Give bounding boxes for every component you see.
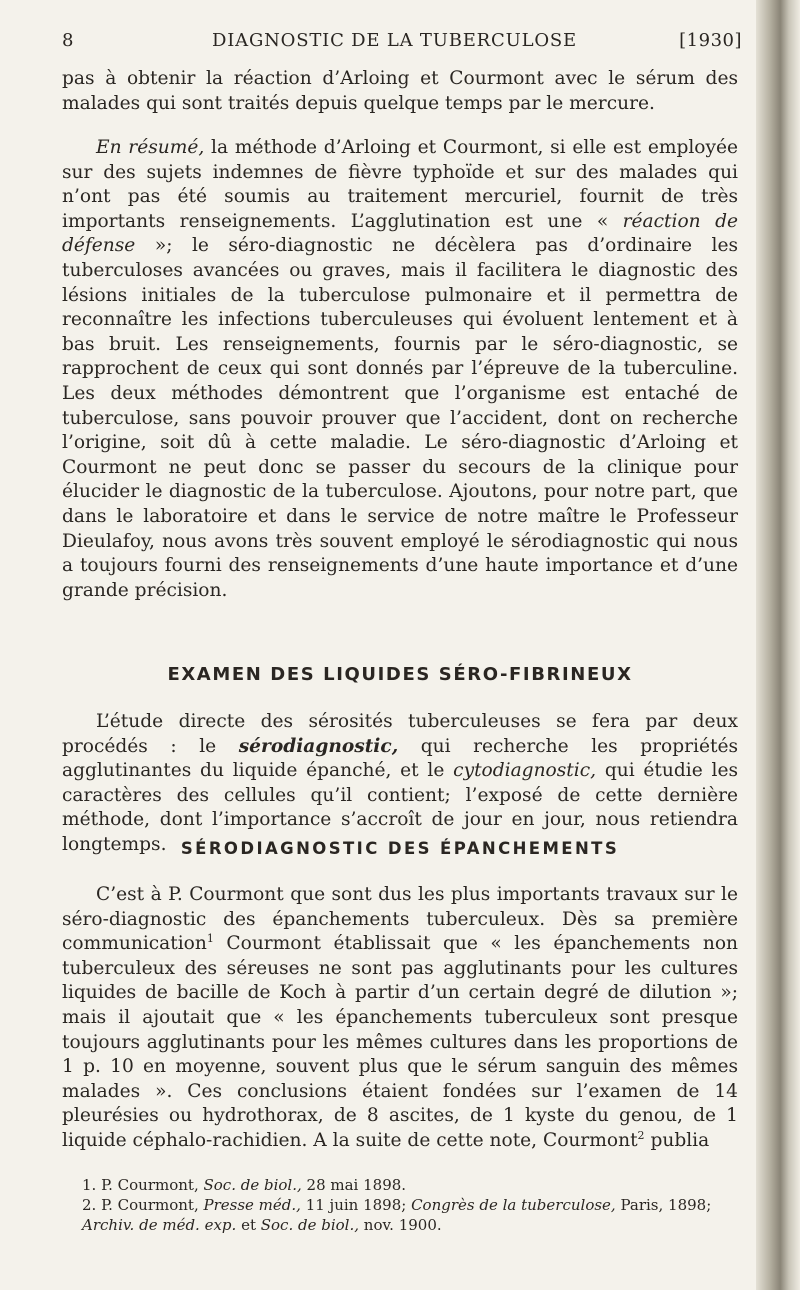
header-year: [1930] (679, 30, 742, 51)
fn2-journal-1: Presse méd., (203, 1196, 301, 1214)
fn2-text-b: 11 juin 1898; (300, 1196, 412, 1214)
examen-text-c: qui étudie les caractères des cellules qu’il contient; l’exposé de cette dernière méthode, dont l’importance s’accroît de jour en jour, nous retiendra longtemps. (62, 760, 738, 855)
fn1-text: 1. P. Courmont, (82, 1176, 204, 1194)
sero-text-a: C’est à P. Courmont que sont dus les plus importants travaux sur le séro-diagnostic des épanchements tuberculeux. Dès sa première communication (62, 884, 738, 955)
examen-text-a: L’étude directe des sérosités tuberculeuses se fera par deux procédés : le (62, 711, 738, 757)
summary-text-1: la méthode d’Arloing et Courmont, si elle est employée sur des sujets indemnes de fièvre typhoïde et sur des malades qui n’ont pas été soumis au traitement mercuriel, fournit de très importants renseignements. L’agglutination est une « (62, 137, 739, 232)
examen-text-b: qui recherche les propriétés agglutinantes du liquide épanché, et le (62, 735, 738, 782)
fn2-journal-2: Congrès de la tuberculose, (411, 1196, 616, 1214)
term-cytodiagnostic: cytodiagnostic, (453, 760, 597, 782)
fn2-text-d: et (236, 1215, 261, 1234)
fn2-journal-4: Soc. de biol., (260, 1215, 360, 1234)
section-heading-examen: EXAMEN DES LIQUIDES SÉRO-FIBRINEUX (167, 664, 633, 685)
book-binding-edge (756, 0, 800, 1290)
paragraph-continuation: pas à obtenir la réaction d’Arloing et Courmont avec le sérum des malades qui sont traités depuis quelque temps par le mercure. (62, 68, 738, 114)
sero-text-c: publia (644, 1129, 710, 1151)
footnote-ref-1[interactable]: 1 (206, 932, 214, 945)
page-number: 8 (62, 30, 74, 51)
fn1-date: 28 mai 1898. (301, 1176, 407, 1194)
fn1-journal: Soc. de biol., (203, 1176, 302, 1194)
sero-text-b: Courmont établissait que « les épanchements non tuberculeux des séreuses ne sont pas agglutinants pour les cultures liquides de bacille de Koch à partir d’un certain degré de dilution »; mais il ajoutait que « les épanchements tuberculeux sont presque toujours agglutinants pour les mêmes cultures dans les proportions de 1 p. 10 en moyenne, souvent plus que le sérum sanguin des mêmes malades ». Ces conclusions étaient fondées sur l’examen de 14 pleurésies ou hydrothorax, de 8 ascites, de 1 kyste du genou, de 1 liquide céphalo-rachidien. A la suite de cette note, Courmont (62, 933, 738, 1151)
fn2-text-c: Paris, 1898; (615, 1196, 712, 1214)
fn2-text-e: nov. 1900. (359, 1215, 442, 1234)
fn2-text: 2. P. Courmont, (82, 1196, 204, 1214)
footnote-1 (62, 1176, 738, 1196)
examen-paragraph (62, 710, 738, 858)
serodiagnostic-paragraph (62, 883, 738, 1154)
running-title: DIAGNOSTIC DE LA TUBERCULOSE (212, 30, 577, 51)
summary-paragraph (62, 136, 738, 603)
footnote-ref-2[interactable]: 2 (637, 1128, 645, 1142)
summary-lead: En résumé, (96, 137, 205, 158)
footnote-2 (62, 1196, 738, 1235)
fn2-journal-3: Archiv. de méd. exp. (82, 1215, 237, 1234)
summary-term: réaction de défense (62, 210, 738, 257)
section-heading-serodiagnostic: SÉRODIAGNOSTIC DES ÉPANCHEMENTS (180, 839, 620, 858)
page-header (62, 30, 742, 60)
term-serodiagnostic: sérodiagnostic, (238, 735, 399, 757)
summary-text-2: »; le séro-diagnostic ne décèlera pas d’ordinaire les tuberculoses avancées ou graves, mais il facilitera le diagnostic des lésions initiales de la tuberculose pulmonaire et il permettra de reconnaître les infections tuberculeuses qui évoluent lentement et à bas bruit. Les renseignements, fournis par le séro-diagnostic, se rapprochent de ceux qui sont donnés par l’épreuve de la tuberculine. Les deux méthodes démontrent que l’organisme est entaché de tuberculose, sans pouvoir prouver que l’accident, dont on recherche l’origine, soit dû à cette maladie. Le séro-diagnostic d’Arloing et Courmont ne peut donc se passer du secours de la clinique pour élucider le diagnostic de la tuberculose. Ajoutons, pour notre part, que dans le laboratoire et dans le service de notre maître le Professeur Dieulafoy, nous avons très souvent employé le sérodiagnostic qui nous a toujours fourni des renseignements d’une haute importance et d’une grande précision. (62, 235, 738, 601)
